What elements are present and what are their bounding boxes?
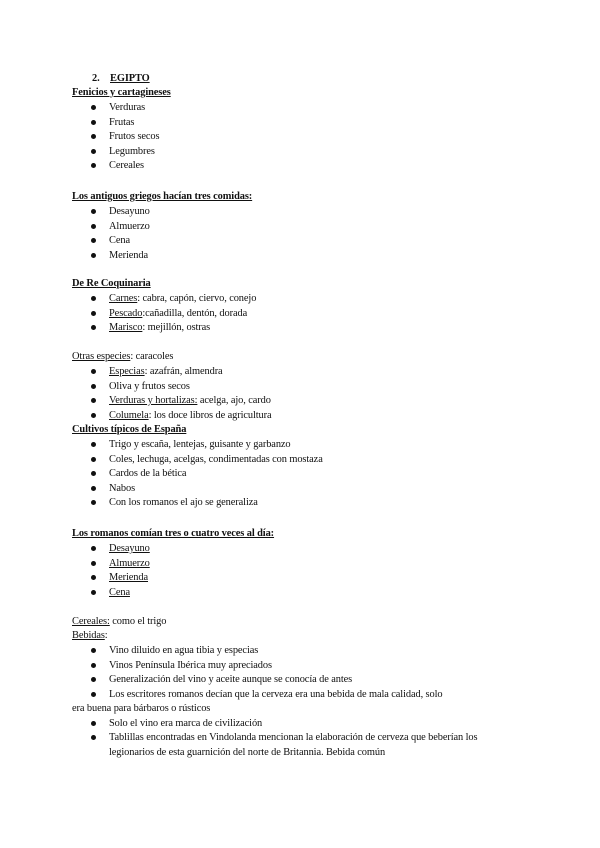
bullet-icon	[91, 369, 96, 374]
list-item-escritores-continuation: era buena para bárbaros o rústicos	[72, 703, 211, 714]
heading-griegos: Los antiguos griegos hacían tres comidas:	[72, 191, 253, 202]
bullet-icon	[91, 486, 96, 491]
bullet-icon	[91, 311, 96, 316]
bullet-icon	[91, 163, 96, 168]
list-item	[109, 409, 272, 423]
list-item: Desayuno	[109, 206, 150, 217]
cereales-term: Cereales:	[72, 616, 110, 627]
otras-text: : caracoles	[130, 351, 174, 362]
bullet-icon	[91, 296, 96, 301]
list-item	[109, 292, 256, 306]
list-item: Vino diluido en agua tibia y especias	[109, 645, 259, 656]
list-item: Generalización del vino y aceite aunque se conocía de antes	[109, 674, 353, 685]
list-item: Cena	[109, 587, 130, 598]
bullet-icon	[91, 575, 96, 580]
cereales-text: como el trigo	[109, 616, 167, 627]
item-term: Verduras y hortalizas:	[109, 395, 198, 406]
list-item: Desayuno	[109, 543, 150, 554]
item-term: Carnes	[109, 293, 138, 304]
item-text: : los doce libros de agricultura	[148, 410, 272, 421]
bullet-icon	[91, 471, 96, 476]
item-term: Columela	[109, 410, 149, 421]
bullet-icon	[91, 120, 96, 125]
item-text: : cabra, capón, ciervo, conejo	[137, 293, 257, 304]
bullet-icon	[91, 105, 96, 110]
heading-coquinaria: De Re Coquinaria	[72, 278, 151, 289]
bebidas-term: Bebidas	[72, 630, 105, 641]
list-item	[109, 321, 210, 335]
bebidas-text: :	[104, 630, 108, 641]
item-text: Oliva y frutos secos	[109, 381, 190, 392]
list-item: Trigo y escaña, lentejas, guisante y garbanzo	[109, 439, 291, 450]
bullet-icon	[91, 663, 96, 668]
list-item: Nabos	[109, 483, 136, 494]
item-term: Pescado	[109, 308, 143, 319]
item-text: : mejillón, ostras	[142, 322, 211, 333]
section-number: 2.	[92, 73, 100, 84]
list-item: Merienda	[109, 250, 149, 261]
bullet-icon	[91, 735, 96, 740]
bullet-icon	[91, 209, 96, 214]
bullet-icon	[91, 238, 96, 243]
list-item: Solo el vino era marca de civilización	[109, 718, 263, 729]
bullet-icon	[91, 457, 96, 462]
list-item	[109, 380, 190, 394]
heading-fenicios: Fenicios y cartagineses	[72, 87, 171, 98]
list-item: Cena	[109, 235, 130, 246]
bullet-icon	[91, 648, 96, 653]
list-item: Frutas	[109, 117, 135, 128]
bebidas-line	[72, 629, 108, 643]
bullet-icon	[91, 590, 96, 595]
item-term: Especias	[109, 366, 145, 377]
bullet-icon	[91, 325, 96, 330]
bullet-icon	[91, 253, 96, 258]
bullet-icon	[91, 692, 96, 697]
bullet-icon	[91, 149, 96, 154]
item-text: :cañadilla, dentón, dorada	[142, 308, 248, 319]
list-item: Coles, lechuga, acelgas, condimentadas con mostaza	[109, 454, 323, 465]
list-item: Verduras	[109, 102, 146, 113]
bullet-icon	[91, 413, 96, 418]
list-item: Frutos secos	[109, 131, 160, 142]
list-item: Con los romanos el ajo se generaliza	[109, 497, 258, 508]
section-title: EGIPTO	[110, 73, 150, 84]
list-item: Vinos Península Ibérica muy apreciados	[109, 660, 272, 671]
bullet-icon	[91, 546, 96, 551]
item-text: : azafrán, almendra	[144, 366, 223, 377]
bullet-icon	[91, 224, 96, 229]
list-item: Almuerzo	[109, 221, 150, 232]
list-item: Merienda	[109, 572, 149, 583]
otras-term: Otras especies	[72, 351, 131, 362]
heading-romanos: Los romanos comían tres o cuatro veces al día:	[72, 528, 275, 539]
list-item: Cardos de la bética	[109, 468, 187, 479]
bullet-icon	[91, 561, 96, 566]
item-text: acelga, ajo, cardo	[197, 395, 271, 406]
otras-especies-line	[72, 350, 173, 364]
list-item: Almuerzo	[109, 558, 150, 569]
list-item	[109, 394, 271, 408]
list-item-tablillas: Tablillas encontradas en Vindolanda mencionan la elaboración de cerveza que beberían los	[109, 732, 478, 743]
bullet-icon	[91, 677, 96, 682]
list-item	[109, 365, 223, 379]
bullet-icon	[91, 721, 96, 726]
list-item: Legumbres	[109, 146, 155, 157]
list-item-escritores: Los escritores romanos decían que la cerveza era una bebida de mala calidad, solo	[109, 689, 443, 700]
cereales-line	[72, 615, 166, 629]
bullet-icon	[91, 384, 96, 389]
list-item	[109, 307, 247, 321]
list-item: Cereales	[109, 160, 144, 171]
bullet-icon	[91, 442, 96, 447]
heading-cultivos: Cultivos típicos de España	[72, 424, 187, 435]
list-item-tablillas-continuation: legionarios de esta guarnición del norte de Britannia. Bebida común	[109, 747, 386, 758]
bullet-icon	[91, 500, 96, 505]
item-term: Marisco	[109, 322, 143, 333]
bullet-icon	[91, 398, 96, 403]
bullet-icon	[91, 134, 96, 139]
